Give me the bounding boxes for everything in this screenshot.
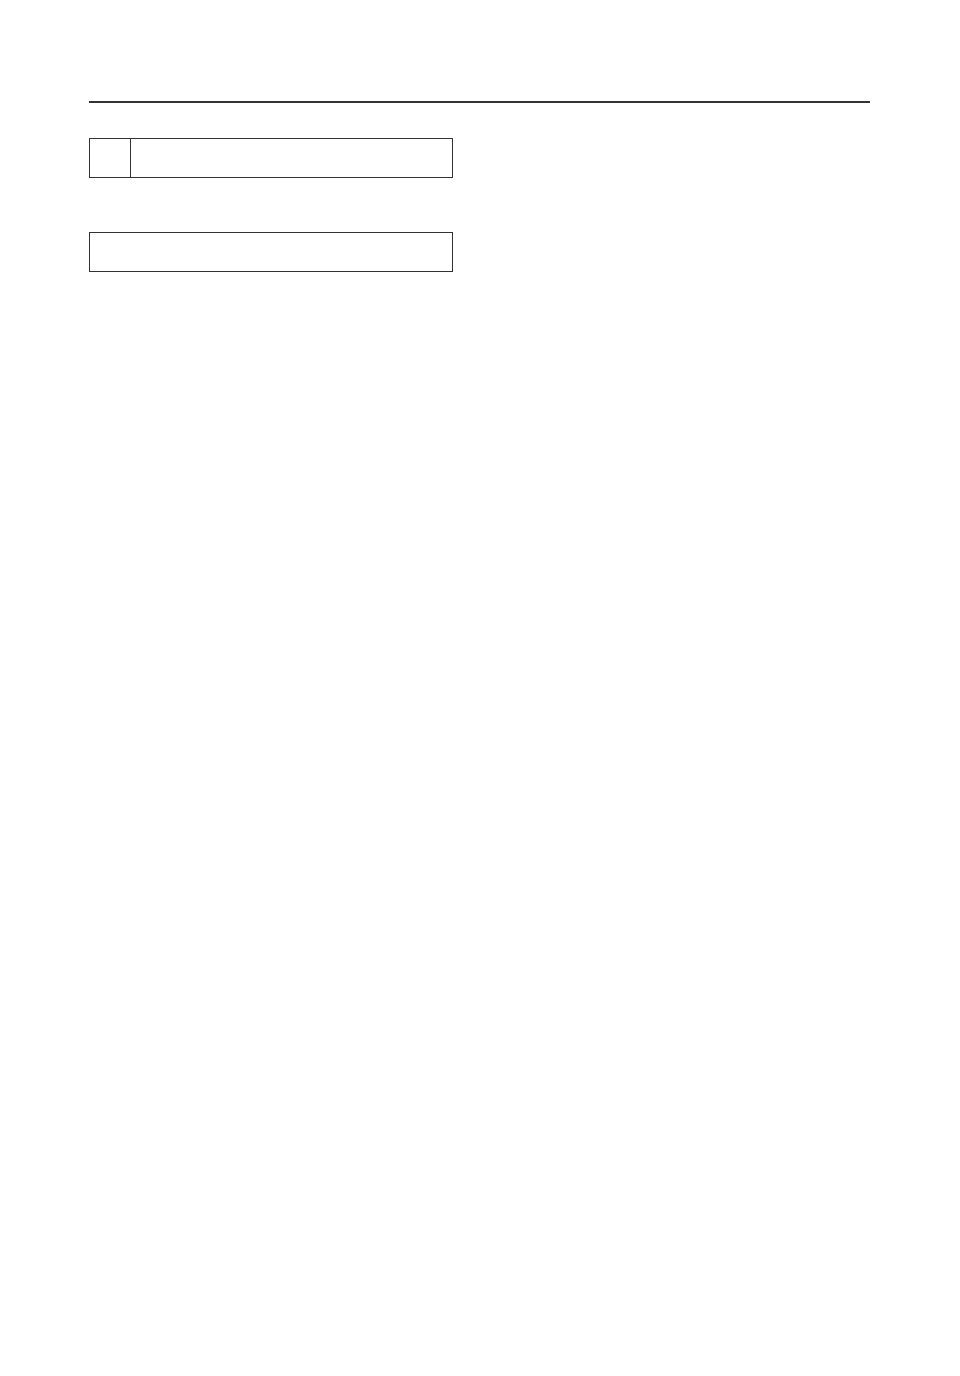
header-rule <box>89 101 870 103</box>
toc-column <box>89 118 453 288</box>
section-8-heading <box>89 138 453 178</box>
index-heading <box>89 232 453 272</box>
section-number <box>90 139 131 177</box>
